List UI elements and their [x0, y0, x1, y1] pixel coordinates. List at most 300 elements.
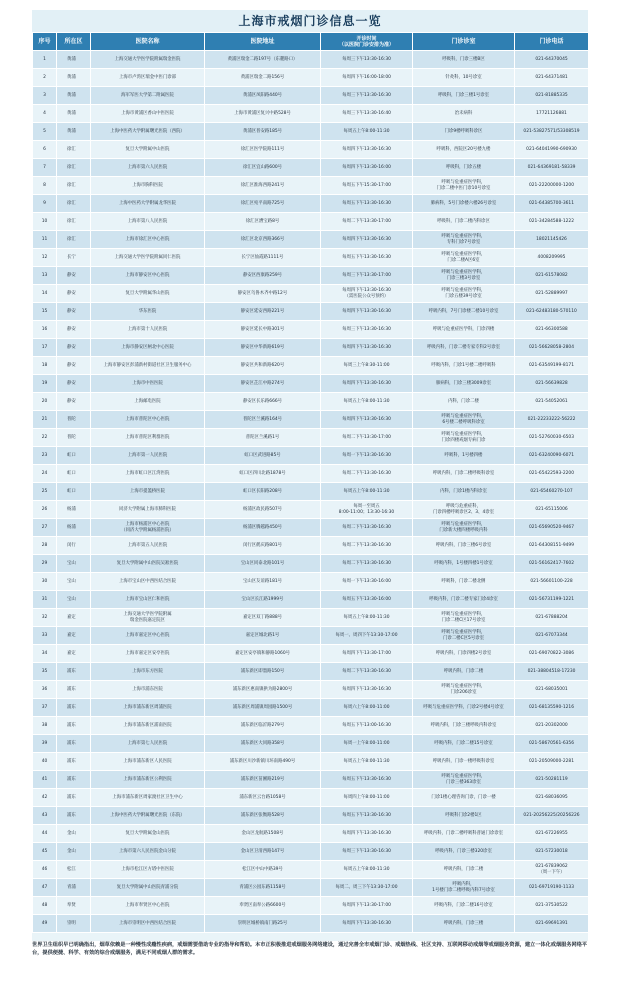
table-row [33, 429, 589, 447]
row-hours: 每周二下午13:30-16:30 [321, 519, 413, 537]
row-hours: 每周一下午13:30-16:30 [321, 447, 413, 465]
row-phone: 021-54052061 [515, 393, 589, 411]
row-address: 金山区龙航路1508号 [205, 825, 321, 843]
row-phone: 021-65460270-107 [515, 483, 589, 501]
table-row [33, 69, 589, 87]
row-hospital: 上海市胸科医院 [91, 177, 205, 195]
row-index: 16 [33, 321, 57, 339]
row-hours: 每周二、周三下午13:30-17:00 [321, 879, 413, 897]
row-index: 34 [33, 645, 57, 663]
row-hours: 每周四下午13:30-16:30 [321, 339, 413, 357]
row-address: 浦东新区张衡路528号 [205, 807, 321, 825]
row-hours: 每周五上午8:00-11:30 [321, 753, 413, 771]
row-district: 徐汇 [57, 231, 91, 249]
row-district: 嘉定 [57, 627, 91, 645]
row-index: 30 [33, 573, 57, 591]
row-district: 浦东 [57, 717, 91, 735]
table-row [33, 663, 589, 681]
row-hospital: 上海市虹口区江湾医院 [91, 465, 205, 483]
row-district: 黄浦 [57, 87, 91, 105]
row-address: 徐汇区北京西路366号 [205, 231, 321, 249]
row-hospital: 上海市嘉定区中心医院 [91, 627, 205, 645]
row-phone: 021-20302000 [515, 717, 589, 735]
row-room: 门诊9楼呼吸科诊区 [413, 123, 515, 141]
row-district: 徐汇 [57, 195, 91, 213]
row-hours: 每周一下午13:30-16:00 [321, 573, 413, 591]
row-hospital: 上海市提篮桥医院 [91, 483, 205, 501]
row-index: 29 [33, 555, 57, 573]
row-address: 静安区乌鲁木齐中路12号 [205, 285, 321, 303]
row-index: 33 [33, 627, 57, 645]
row-phone: 17721126881 [515, 105, 589, 123]
row-hospital: 上海市第八人民医院 [91, 213, 205, 231]
row-room: 呼吸与危重症医学科， 门诊三楼363诊室 [413, 771, 515, 789]
row-district: 浦东 [57, 699, 91, 717]
row-room: 呼吸与危重症科， 门诊四楼呼吸诊区2、3、4诊室 [413, 501, 515, 519]
row-phone: 021-69070822-3086 [515, 645, 589, 663]
row-index: 12 [33, 249, 57, 267]
row-address: 徐汇区宛平南路725号 [205, 195, 321, 213]
row-district: 徐汇 [57, 141, 91, 159]
row-hours: 每周二下午13:30-17:00 [321, 429, 413, 447]
table-row [33, 609, 589, 627]
row-phone: 021-37530522 [515, 897, 589, 915]
row-room: 呼吸内科，门诊二楼呼吸科普通门诊诊室 [413, 825, 515, 843]
row-hours: 每周五上午8:00-11:30 [321, 123, 413, 141]
row-district: 浦东 [57, 771, 91, 789]
row-district: 奉贤 [57, 897, 91, 915]
row-phone: 021-69691391 [515, 915, 589, 933]
row-room: 治未病科 [413, 105, 515, 123]
table-row [33, 789, 589, 807]
row-address: 奉贤区南奉公路6600号 [205, 897, 321, 915]
row-room: 肺病科，门诊三楼3009诊室 [413, 375, 515, 393]
row-room: 呼吸科，西院区20号楼九楼 [413, 141, 515, 159]
row-index: 35 [33, 663, 57, 681]
row-room: 呼吸内科，门诊二楼15号诊室 [413, 735, 515, 753]
row-phone: 021-64308151-9499 [515, 537, 589, 555]
table-row [33, 321, 589, 339]
row-phone: 021-20509000-2281 [515, 753, 589, 771]
table-row [33, 645, 589, 663]
row-hospital: 上海市杨浦区中心医院 （同济大学附属杨浦医院） [91, 519, 205, 537]
header-address: 医院地址 [205, 33, 321, 51]
row-hours: 每周三下午13:30-17:00 [321, 267, 413, 285]
row-hours: 每周四下午13:30-17:00 [321, 897, 413, 915]
row-room: 呼吸内科，门诊二楼专家门诊4诊室 [413, 591, 515, 609]
table-row [33, 177, 589, 195]
table-row [33, 591, 589, 609]
row-room: 呼吸科，门诊五楼 [413, 159, 515, 177]
row-hours: 每周四上午8:00-11:00 [321, 789, 413, 807]
row-room: 呼吸内科，门诊一楼呼吸科诊室 [413, 753, 515, 771]
row-phone: 021-64385700-3611 [515, 195, 589, 213]
row-hospital: 上海中医药大学附属龙华医院 [91, 195, 205, 213]
row-address: 浦东新区川沙新镇川环南路490号 [205, 753, 321, 771]
row-district: 静安 [57, 285, 91, 303]
row-phone: 021-56162417-7602 [515, 555, 589, 573]
row-hours: 每周四下午13:30-16:30 [321, 141, 413, 159]
table-row [33, 339, 589, 357]
row-district: 宝山 [57, 555, 91, 573]
row-phone: 021-58670561-6356 [515, 735, 589, 753]
table-row [33, 483, 589, 501]
row-phone: 021-65690520-9467 [515, 519, 589, 537]
table-row [33, 699, 589, 717]
row-hours: 每周四下午13:30-16:30 [321, 411, 413, 429]
footnote: 世界卫生组织早已明确指出，烟草依赖是一种慢性成瘾性疾病，戒烟需要借助专业的指导和帮助。本市正积极推进戒烟服务网络建设，通过完善全市戒烟门诊、戒烟热线、社区支持、互联网移动戒烟等戒烟服务资源，建立一体化戒烟服务网络平台，提供便捷、科学、有效的综合戒烟服务，满足不同戒烟人群的需求。 [32, 942, 588, 956]
table-row [33, 447, 589, 465]
row-index: 23 [33, 447, 57, 465]
header-district: 所在区 [57, 33, 91, 51]
row-phone: 021-64371481 [515, 69, 589, 87]
row-phone: 021-65422593-2200 [515, 465, 589, 483]
row-index: 21 [33, 411, 57, 429]
row-address: 崇明区城桥镇南门路25号 [205, 915, 321, 933]
row-index: 2 [33, 69, 57, 87]
row-district: 青浦 [57, 879, 91, 897]
row-district: 徐汇 [57, 159, 91, 177]
table-row [33, 717, 589, 735]
row-address: 浦东新区临沂路279号 [205, 717, 321, 735]
row-hours: 每周五上午8:00-11:30 [321, 393, 413, 411]
row-phone: 4008209995 [515, 249, 589, 267]
row-district: 静安 [57, 267, 91, 285]
table-row [33, 249, 589, 267]
row-hours: 每周二下午13:30-16:30 [321, 465, 413, 483]
row-room: 呼吸与危重症医学科， 门诊二楼A区6室 [413, 249, 515, 267]
row-hours: 每周四下午13:30-16:30 [321, 375, 413, 393]
row-hours: 每周一至周五 8:00-11:00；13:30-16:30 [321, 501, 413, 519]
row-district: 松江 [57, 861, 91, 879]
table-row [33, 213, 589, 231]
row-hospital: 上海市静安区彭浦新村街道社区卫生服务中心 [91, 357, 205, 375]
row-address: 黄浦区瑞金二路197号（东麓路口） [205, 51, 321, 69]
row-district: 浦东 [57, 789, 91, 807]
table-row [33, 537, 589, 555]
row-room: 呼吸与危重症医学科， 门诊二楼中医门诊10号诊室 [413, 177, 515, 195]
row-address: 静安区中华新路619号 [205, 339, 321, 357]
row-index: 3 [33, 87, 57, 105]
table-row [33, 573, 589, 591]
row-hours: 每周二下午13:30-17:00 [321, 213, 413, 231]
row-hours: 每周五下午13:30-16:30 [321, 195, 413, 213]
row-index: 13 [33, 267, 57, 285]
row-district: 黄浦 [57, 51, 91, 69]
row-hours: 每周五下午13:30-16:00 [321, 591, 413, 609]
row-phone: 021-62483180-570110 [515, 303, 589, 321]
table-row [33, 627, 589, 645]
row-index: 14 [33, 285, 57, 303]
row-district: 浦东 [57, 807, 91, 825]
row-phone: 021-22233222-56222 [515, 411, 589, 429]
row-hospital: 上海市中医医院 [91, 375, 205, 393]
row-district: 静安 [57, 375, 91, 393]
table-row [33, 303, 589, 321]
row-phone: 18021145426 [515, 231, 589, 249]
row-index: 45 [33, 843, 57, 861]
row-index: 18 [33, 357, 57, 375]
row-hospital: 上海市第六人民医院金山分院 [91, 843, 205, 861]
row-room: 呼吸内科，门诊二楼 [413, 663, 515, 681]
row-district: 长宁 [57, 249, 91, 267]
row-address: 宝山区同泰北路101号 [205, 555, 321, 573]
row-district: 黄浦 [57, 105, 91, 123]
row-hospital: 上海市第六人民医院 [91, 159, 205, 177]
row-district: 宝山 [57, 591, 91, 609]
row-hours: 每周五下午13:30-16:30 [321, 807, 413, 825]
header-hospital: 医院名称 [91, 33, 205, 51]
row-hospital: 上海市宝山区仁和医院 [91, 591, 205, 609]
header-phone: 门诊电话 [515, 33, 589, 51]
row-room: 呼吸科门诊2楼1区 [413, 807, 515, 825]
row-room: 肺病科，5号门诊楼六楼26号诊室 [413, 195, 515, 213]
row-room: 呼吸内科，门诊三楼6号诊室 [413, 537, 515, 555]
row-hospital: 上海市徐汇区中心医院 [91, 231, 205, 249]
table-row [33, 123, 589, 141]
row-phone: 021-66300588 [515, 321, 589, 339]
table-row [33, 411, 589, 429]
row-hours: 每周三下午13:30-16:30 [321, 843, 413, 861]
row-address: 青浦区公园东路1158号 [205, 879, 321, 897]
header-room: 门诊诊室 [413, 33, 515, 51]
row-index: 10 [33, 213, 57, 231]
table-row [33, 51, 589, 69]
row-district: 静安 [57, 357, 91, 375]
row-address: 长宁区仙霞路1111号 [205, 249, 321, 267]
row-address: 浦东新区即墨路150号 [205, 663, 321, 681]
row-index: 41 [33, 771, 57, 789]
row-hospital: 上海市浦东医院 [91, 681, 205, 699]
row-district: 宝山 [57, 573, 91, 591]
row-phone: 021-38804518-17230 [515, 663, 589, 681]
table-row [33, 897, 589, 915]
row-index: 31 [33, 591, 57, 609]
row-phone: 021-22200000-1200 [515, 177, 589, 195]
row-index: 40 [33, 753, 57, 771]
row-hours: 每周三下午13:30-16:30 [321, 321, 413, 339]
row-phone: 021-67226955 [515, 825, 589, 843]
row-phone: 021-56628058-2804 [515, 339, 589, 357]
table-row [33, 807, 589, 825]
row-room: 呼吸与危重症医学科，门诊四楼 [413, 321, 515, 339]
row-address: 浦东新区大同路358号 [205, 735, 321, 753]
row-hospital: 上海市浦东新区公利医院 [91, 771, 205, 789]
row-room: 呼吸与危重症医学科， 门诊四楼戒烟专病门诊 [413, 429, 515, 447]
row-hours: 每周二下午13:30-16:30 [321, 555, 413, 573]
row-index: 19 [33, 375, 57, 393]
table-row [33, 159, 589, 177]
row-hospital: 上海市松江区方塔中医医院 [91, 861, 205, 879]
row-room: 呼吸与危重症医学科， 门诊二楼C区5号诊室 [413, 627, 515, 645]
row-address: 虹口区武进路85号 [205, 447, 321, 465]
row-index: 32 [33, 609, 57, 627]
row-address: 徐汇区宜山路600号 [205, 159, 321, 177]
row-hours: 每周四下午13:30-16:30 [321, 303, 413, 321]
row-index: 42 [33, 789, 57, 807]
row-room: 呼吸内科，门诊二楼呼吸科诊室 [413, 465, 515, 483]
row-index: 48 [33, 897, 57, 915]
row-district: 虹口 [57, 465, 91, 483]
row-address: 浦东新区云台路1058号 [205, 789, 321, 807]
row-phone: 021-53827571/53308519 [515, 123, 589, 141]
row-address: 静安区延安西路221号 [205, 303, 321, 321]
row-index: 46 [33, 861, 57, 879]
row-phone: 021-52760030-6503 [515, 429, 589, 447]
row-room: 呼吸内科，门诊二楼专家专科2号诊室 [413, 339, 515, 357]
row-hospital: 上海市浦东新区人民医院 [91, 753, 205, 771]
row-index: 6 [33, 141, 57, 159]
row-room: 内科，门诊1楼内科诊室 [413, 483, 515, 501]
header-hours: 开诊时间 （以医院门诊安排为准） [321, 33, 413, 51]
row-district: 静安 [57, 321, 91, 339]
row-room: 呼吸科，门诊二楼北侧 [413, 573, 515, 591]
row-room: 呼吸与危重症医学科， 门诊二楼C区17号诊室 [413, 609, 515, 627]
row-hospital: 上海市奉贤区中心医院 [91, 897, 205, 915]
row-district: 嘉定 [57, 609, 91, 627]
row-district: 金山 [57, 825, 91, 843]
row-hospital: 上海市静安区中心医院 [91, 267, 205, 285]
row-address: 嘉定区安亭镇和静路1060号 [205, 645, 321, 663]
row-hospital: 上海市东方医院 [91, 663, 205, 681]
row-address: 徐汇区淮海西路241号 [205, 177, 321, 195]
row-address: 浦东新区苗圃路219号 [205, 771, 321, 789]
row-phone: 021-63549199-8171 [515, 357, 589, 375]
row-hours: 每周三下午13:30-16:30 [321, 87, 413, 105]
row-address: 宝山区长江路1999号 [205, 591, 321, 609]
row-index: 39 [33, 735, 57, 753]
row-phone: 021-56731199-1221 [515, 591, 589, 609]
row-phone: 021-20256225/20256226 [515, 807, 589, 825]
row-index: 17 [33, 339, 57, 357]
row-index: 47 [33, 879, 57, 897]
row-district: 静安 [57, 339, 91, 357]
row-phone: 021-69719190-1133 [515, 879, 589, 897]
row-index: 44 [33, 825, 57, 843]
row-hospital: 上海市浦东新区浦南医院 [91, 717, 205, 735]
row-district: 虹口 [57, 447, 91, 465]
row-room: 呼吸内科，7号门诊楼二楼10号诊室 [413, 303, 515, 321]
table-row [33, 915, 589, 933]
row-room: 呼吸内科，门诊三楼 [413, 915, 515, 933]
row-hours: 每周五下午13:30-16:30 [321, 249, 413, 267]
row-hours: 每周四下午13:30-16:30 [321, 681, 413, 699]
row-phone: 021-65115006 [515, 501, 589, 519]
table-row [33, 555, 589, 573]
row-phone: 021-67073344 [515, 627, 589, 645]
row-hospital: 同济大学附属上海市肺科医院 [91, 501, 205, 519]
row-district: 浦东 [57, 663, 91, 681]
row-hospital: 上海中医药大学附属曙光医院（东院） [91, 807, 205, 825]
row-district: 浦东 [57, 753, 91, 771]
row-hospital: 上海交通大学医学院附属瑞金医院 [91, 51, 205, 69]
row-index: 22 [33, 429, 57, 447]
row-room: 呼吸内科，门诊三楼320诊室 [413, 843, 515, 861]
table-row [33, 753, 589, 771]
table-row [33, 267, 589, 285]
row-hours: 每周三下午13:30-16:30 [321, 51, 413, 69]
row-index: 27 [33, 519, 57, 537]
row-hospital: 上海市普陀区中心医院 [91, 411, 205, 429]
row-room: 呼吸内科，门诊1号楼二楼呼吸科 [413, 357, 515, 375]
row-hours: 每周四下午13:30-16:30 [321, 231, 413, 249]
row-index: 8 [33, 177, 57, 195]
row-phone: 021-67839062 （周一下午） [515, 861, 589, 879]
row-hospital: 上海市第一人民医院 [91, 447, 205, 465]
row-room: 呼吸科，门诊二楼内科诊区 [413, 213, 515, 231]
row-room: 针灸科，10号诊室 [413, 69, 515, 87]
row-index: 38 [33, 717, 57, 735]
row-phone: 021-68036095 [515, 789, 589, 807]
row-room: 呼吸内科，1号楼四楼1号诊室 [413, 555, 515, 573]
row-district: 杨浦 [57, 501, 91, 519]
row-room: 呼吸与危重症医学科，门诊2号楼4号诊室 [413, 699, 515, 717]
table-row [33, 231, 589, 249]
row-hours: 每周五上午8:00-11:30 [321, 609, 413, 627]
table-body [33, 51, 589, 933]
row-address: 虹口区四川北路1878号 [205, 465, 321, 483]
row-hours: 每周三上午8:30-11:00 [321, 357, 413, 375]
table-row [33, 465, 589, 483]
row-hospital: 上海市嘉定区安亭医院 [91, 645, 205, 663]
row-room: 呼吸内科， 1号楼门诊二楼呼吸内科7号诊室 [413, 879, 515, 897]
row-room: 门诊1楼心理咨询门诊，门诊一楼 [413, 789, 515, 807]
row-hospital: 上海市第五人民医院 [91, 537, 205, 555]
row-phone: 021-68135590-1216 [515, 699, 589, 717]
row-hours: 每周五下午15:30-17:00 [321, 177, 413, 195]
row-room: 呼吸与危重症医学科， 6号楼二楼呼吸科诊室 [413, 411, 515, 429]
row-hours: 每周四下午16:00-18:00 [321, 69, 413, 87]
row-phone: 021-34284588-1222 [515, 213, 589, 231]
row-district: 普陀 [57, 411, 91, 429]
row-address: 杨浦区腾越路450号 [205, 519, 321, 537]
row-hospital: 上海市崇明区中西医结合医院 [91, 915, 205, 933]
row-hospital: 上海交通大学医学院附属 瑞金医院嘉定院区 [91, 609, 205, 627]
row-address: 虹口区长阳路208号 [205, 483, 321, 501]
row-district: 徐汇 [57, 213, 91, 231]
row-address: 浦东新区惠南镇拱为路2800号 [205, 681, 321, 699]
row-hours: 每周四下午13:30-16:30 [321, 915, 413, 933]
row-address: 静安区延长中路301号 [205, 321, 321, 339]
table-header [33, 33, 589, 51]
row-room: 呼吸内科，门诊四楼2号诊室 [413, 645, 515, 663]
row-hospital: 上海市宝山区中西医结合医院 [91, 573, 205, 591]
row-hospital: 上海市静安区闸北中心医院 [91, 339, 205, 357]
row-hospital: 上海市第七人民医院 [91, 735, 205, 753]
row-hours: 每周六上午8:00-11:00 [321, 699, 413, 717]
row-room: 呼吸与危重症医学科， 专科门诊7号诊室 [413, 231, 515, 249]
row-district: 静安 [57, 393, 91, 411]
row-room: 呼吸与危重症医学科， 门诊三楼3号诊室 [413, 267, 515, 285]
row-phone: 021-56639828 [515, 375, 589, 393]
row-address: 静安区长乐路666号 [205, 393, 321, 411]
row-phone: 021-64041990-690930 [515, 141, 589, 159]
table-row [33, 141, 589, 159]
row-district: 黄浦 [57, 69, 91, 87]
row-phone: 021-68035001 [515, 681, 589, 699]
row-phone: 021-57230018 [515, 843, 589, 861]
row-hospital: 华东医院 [91, 303, 205, 321]
row-phone: 021-50281119 [515, 771, 589, 789]
row-address: 上海市黄浦区复兴中路528号 [205, 105, 321, 123]
table-row [33, 771, 589, 789]
row-district: 金山 [57, 843, 91, 861]
row-hospital: 复旦大学附属华山医院 [91, 285, 205, 303]
row-address: 静安区共和新路620号 [205, 357, 321, 375]
table-row [33, 879, 589, 897]
row-room: 呼吸内科，门诊二楼 [413, 861, 515, 879]
row-hospital: 复旦大学附属中山医院 [91, 141, 205, 159]
